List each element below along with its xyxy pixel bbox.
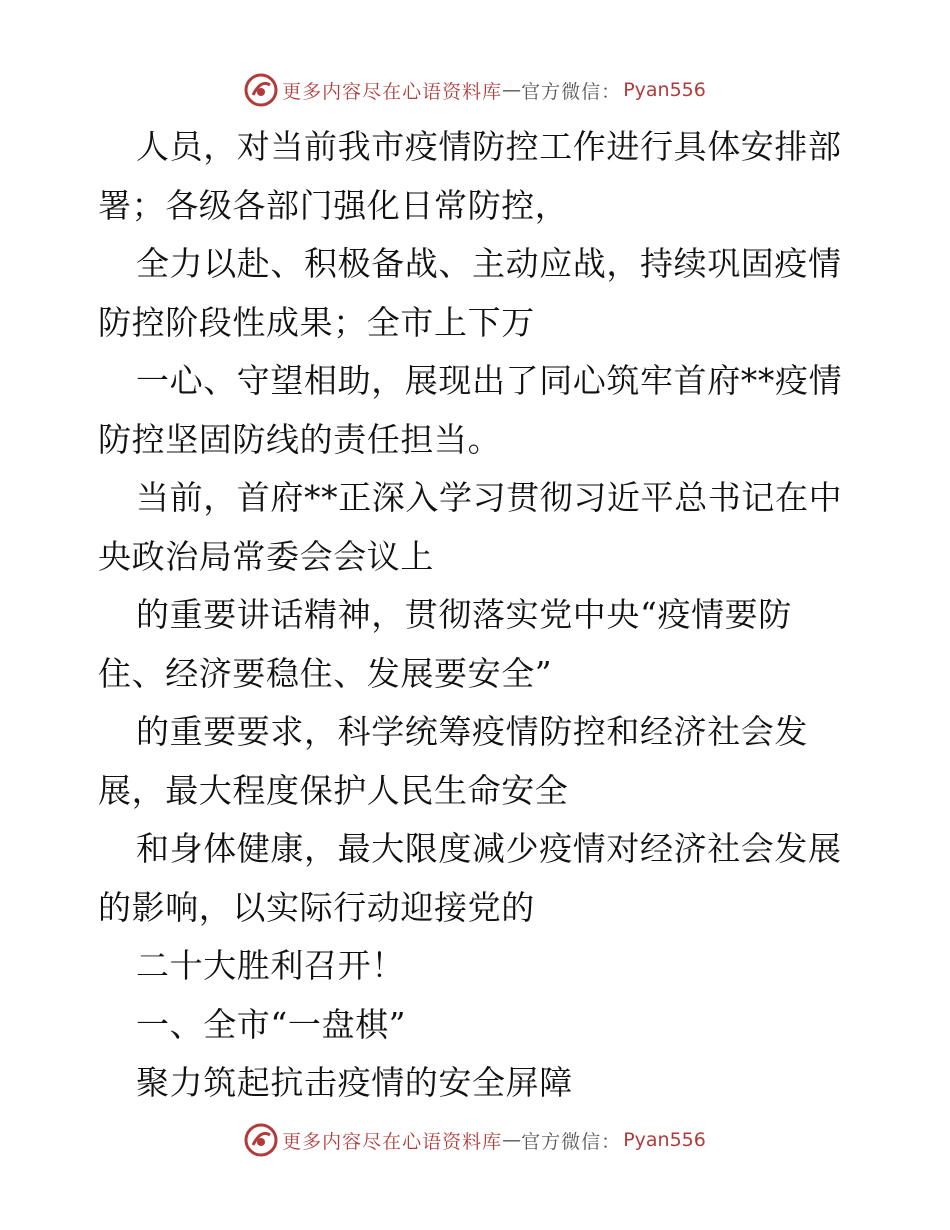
header-watermark	[0, 70, 950, 110]
brand-logo-icon	[244, 73, 278, 107]
section-subheading: 聚力筑起抗击疫情的安全屏障	[136, 1063, 573, 1102]
body-line: 一心、守望相助，展现出了同心筑牢首府**疫情	[136, 361, 843, 400]
body-line: 的重要讲话精神，贯彻落实党中央“疫情要防	[136, 595, 792, 634]
body-line: 署；各级各部门强化日常防控，	[98, 185, 569, 225]
body-line: 二十大胜利召开！	[136, 946, 405, 985]
body-line: 防控坚固防线的责任担当。	[98, 419, 502, 459]
body-line: 的重要要求，科学统筹疫情防控和经济社会发	[136, 712, 808, 751]
document-body	[98, 118, 858, 1113]
watermark-label: 官方微信：	[521, 1130, 622, 1153]
body-line: 展，最大程度保护人民生命安全	[98, 770, 569, 810]
watermark-brand-text: 更多内容尽在心语资料库	[282, 80, 503, 103]
body-line: 住、经济要稳住、发展要安全”	[98, 653, 553, 693]
watermark-brand-text: 更多内容尽在心语资料库	[282, 1130, 503, 1153]
body-line: 全力以赴、积极备战、主动应战，持续巩固疫情	[136, 244, 842, 283]
brand-logo-icon	[244, 1123, 278, 1157]
watermark-account: Pyan556	[623, 1129, 706, 1151]
body-line: 的影响，以实际行动迎接党的	[98, 887, 535, 927]
section-heading: 一、全市“一盘棋”	[136, 1004, 407, 1044]
footer-watermark	[0, 1120, 950, 1160]
body-line: 央政治局常委会会议上	[98, 536, 434, 576]
body-line: 人员，对当前我市疫情防控工作进行具体安排部	[136, 127, 842, 166]
body-line: 当前，首府**正深入学习贯彻习近平总书记在中	[136, 478, 843, 517]
watermark-label: 官方微信：	[521, 80, 622, 103]
watermark-separator: —	[502, 79, 522, 101]
body-line: 防控阶段性成果；全市上下万	[98, 302, 535, 342]
body-line: 和身体健康，最大限度减少疫情对经济社会发展	[136, 829, 842, 868]
watermark-separator: —	[502, 1129, 522, 1151]
watermark-account: Pyan556	[623, 79, 706, 101]
